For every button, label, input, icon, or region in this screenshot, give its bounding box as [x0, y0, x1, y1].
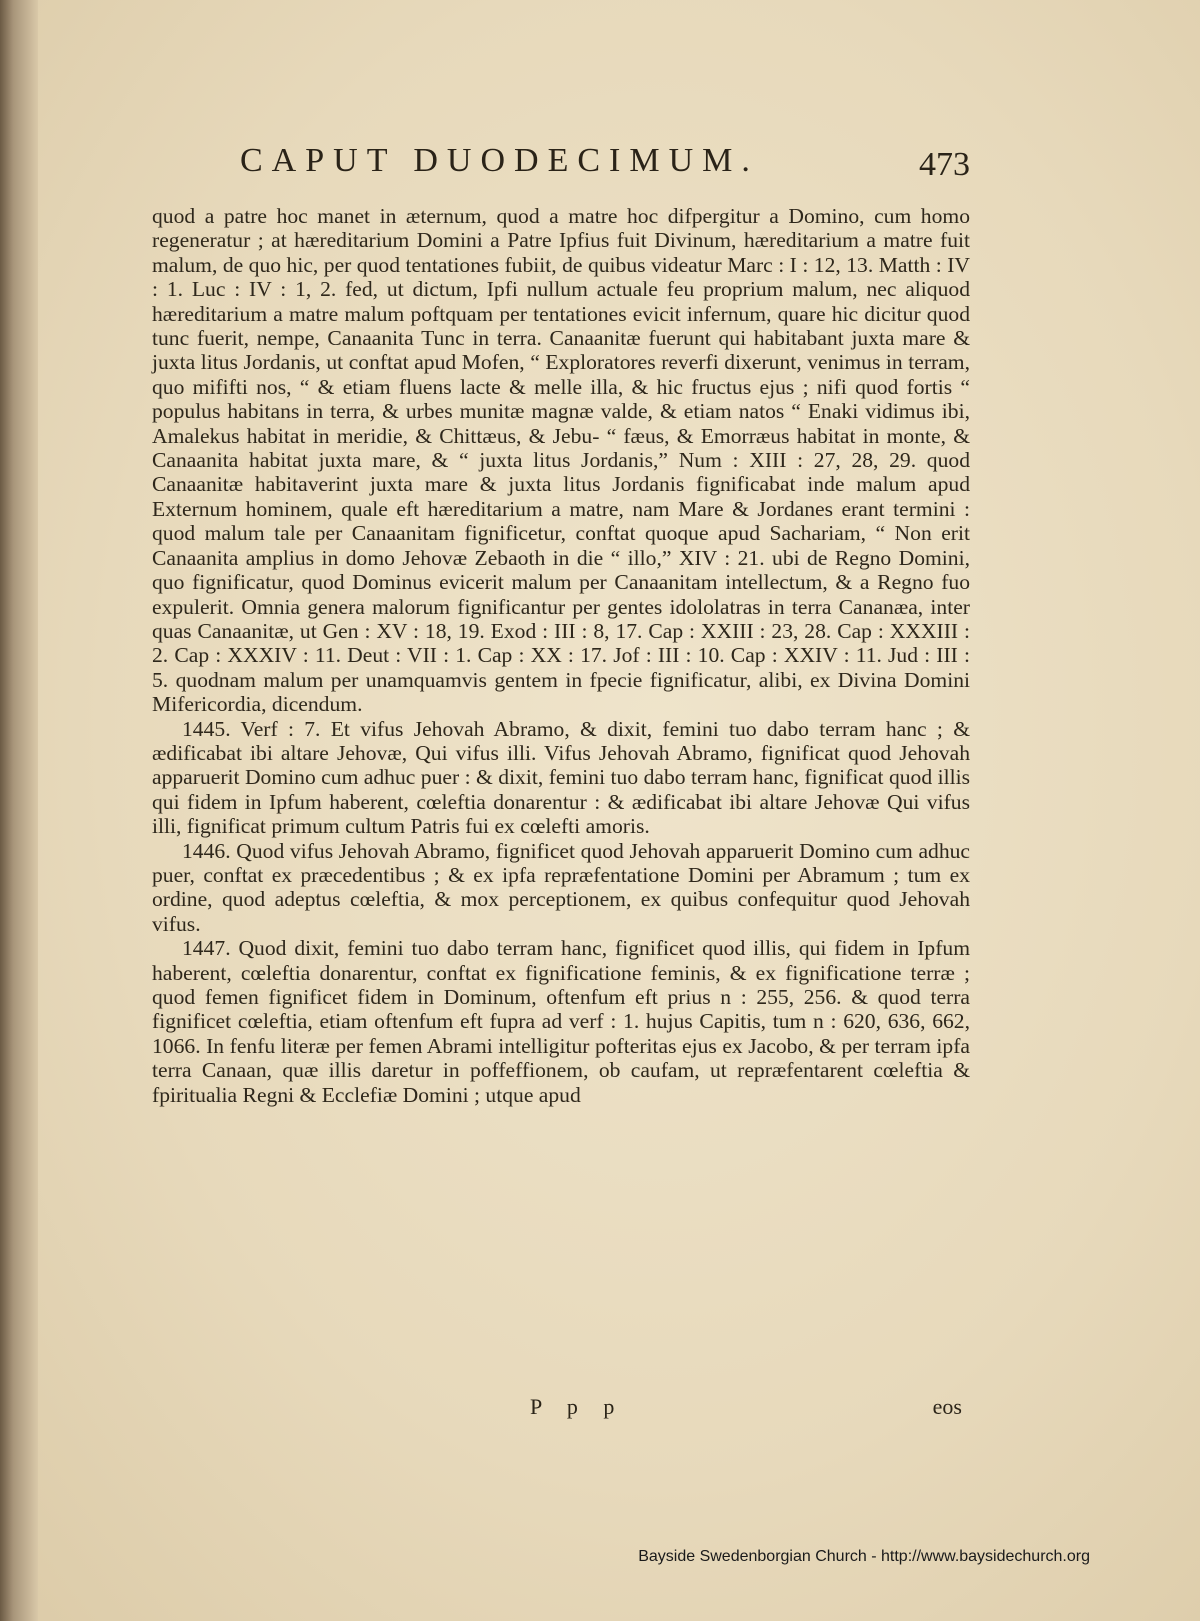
- page-header: [240, 142, 970, 192]
- paragraph-continuation: quod a patre hoc manet in æternum, quod a matre hoc difpergitur a Domino, cum homo regeneratur ; at hæreditarium Domini a Patre Ipfius fuit Divinum, hæreditarium a matre fuit malum, de quo hic, per quod tentationes fubiit, de quibus videatur Marc : I : 12, 13. Matth : IV : 1. Luc : IV : 1, 2. fed, ut dictum, Ipfi nullum actuale feu proprium malum, nec aliquod hæreditarium a matre malum poftquam per tentationes evicit infernum, quare hic dicitur quod tunc fuerit, nempe, Canaanita Tunc in terra. Canaanitæ fuerunt qui habitabant juxta mare & juxta litus Jordanis, ut conftat apud Mofen, “ Exploratores reverfi dixerunt, venimus in terram, quo mififti nos, “ & etiam fluens lacte & melle illa, & hic fructus ejus ; nifi quod fortis “ populus habitans in terra, & urbes munitæ magnæ valde, & etiam natos “ Enaki vidimus ibi, Amalekus habitat in meridie, & Chittæus, & Jebu- “ fæus, & Emorræus habitat in monte, & Canaanita habitat juxta mare, & “ juxta litus Jordanis,” Num : XIII : 27, 28, 29. quod Canaanitæ habitaverint juxta mare & juxta litus Jordanis fignificabat inde malum apud Externum hominem, quale eft hæreditarium a matre, nam Mare & Jordanes erant termini : quod malum tale per Canaanitam fignificetur, conftat quoque apud Sachariam, “ Non erit Canaanita amplius in domo Jehovæ Zebaoth in die “ illo,” XIV : 21. ubi de Regno Domini, quo fignificatur, quod Dominus evicerit malum per Canaanitam intellectum, & a Regno fuo expulerit. Omnia genera malorum fignificantur per gentes idololatras in terra Cananæa, inter quas Canaanitæ, ut Gen : XV : 18, 19. Exod : III : 8, 17. Cap : XXIII : 23, 28. Cap : XXXIII : 2. Cap : XXXIV : 11. Deut : VII : 1. Cap : XX : 17. Jof : III : 10. Cap : XXIV : 11. Jud : III : 5. quodnam malum per unamquamvis gentem in fpecie fignificatur, alibi, ex Divina Domini Mifericordia, dicendum.: [152, 204, 970, 717]
- page-footer: [152, 1394, 970, 1424]
- page-number: 473: [919, 146, 970, 183]
- paragraph-1445: 1445. Verf : 7. Et vifus Jehovah Abramo, & dixit, femini tuo dabo terram hanc ; & ædificabat ibi altare Jehovæ, Qui vifus illi. Vifus Jehovah Abramo, fignificat quod Jehovah apparuerit Domino cum adhuc puer : & dixit, femini tuo dabo terram hanc, fignificat quod illis qui fidem in Ipfum haberent, cœleftia donarentur : & ædificabat ibi altare Jehovæ Qui vifus illi, fignificat primum cultum Patris fui ex cœlefti amoris.: [152, 716, 970, 839]
- paragraph-1447: 1447. Quod dixit, femini tuo dabo terram hanc, fignificet quod illis, qui fidem in Ipfum haberent, cœleftia donarentur, conftat ex fignificatione feminis, & ex fignificatione terræ ; quod femen fignificet fidem in Dominum, oftenfum eft prius n : 255, 256. & quod terra fignificet cœleftia, etiam oftenfum eft fupra ad verf : 1. hujus Capitis, tum n : 620, 636, 662, 1066. In fenfu literæ per femen Abrami intelligitur pofteritas ejus ex Jacobo, & per terram ipfa terra Canaan, quæ illis daretur in poffeffionem, ob caufam, ut repræfentarent cœleftia & fpiritualia Regni & Ecclefiæ Domini ; utque apud: [152, 936, 970, 1107]
- body-text: [152, 204, 970, 1107]
- signature-mark: P p p: [530, 1394, 625, 1419]
- source-watermark: Bayside Swedenborgian Church - http://www.baysidechurch.org: [638, 1548, 1090, 1565]
- running-title: CAPUT DUODECIMUM.: [240, 142, 759, 179]
- page-gutter-shadow: [0, 0, 38, 1621]
- catchword: eos: [932, 1394, 962, 1419]
- paragraph-1446: 1446. Quod vifus Jehovah Abramo, fignificet quod Jehovah apparuerit Domino cum adhuc puer, conftat ex præcedentibus ; & ex ipfa repræfentatione Domini per Abramum ; tum ex ordine, quod adeptus cœleftia, & mox perceptionem, ex quibus confequitur quod Jehovah vifus.: [152, 838, 970, 936]
